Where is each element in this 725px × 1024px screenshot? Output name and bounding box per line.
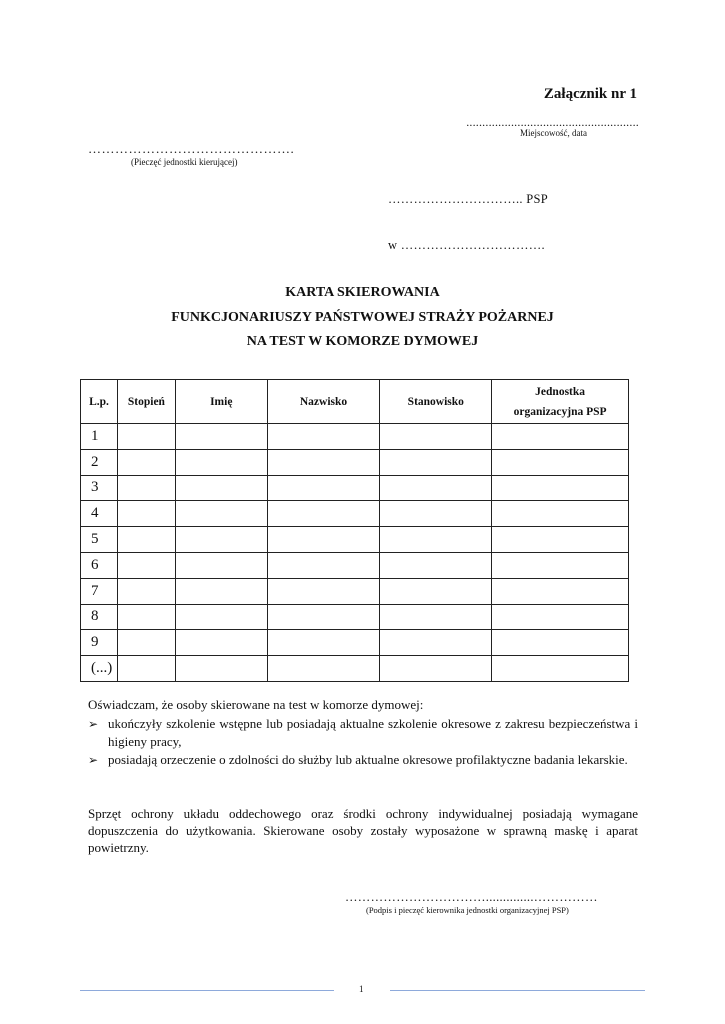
- table-cell[interactable]: [380, 424, 492, 450]
- arrow-bullet-icon: ➢: [88, 717, 99, 731]
- table-cell[interactable]: [175, 424, 267, 450]
- table-cell[interactable]: [175, 449, 267, 475]
- header-stanowisko: Stanowisko: [380, 380, 492, 424]
- row-number: 4: [81, 501, 118, 527]
- bullet-text: posiadają orzeczenie o zdolności do służby lub aktualne okresowe profilaktyczne badania lekarskie.: [108, 752, 628, 767]
- table-cell[interactable]: [175, 552, 267, 578]
- location-line: w …………………………….: [388, 238, 545, 252]
- table-row: [81, 527, 629, 553]
- table-cell[interactable]: [117, 604, 175, 630]
- table-cell[interactable]: [380, 552, 492, 578]
- table-cell[interactable]: [492, 449, 629, 475]
- table-cell[interactable]: [117, 630, 175, 656]
- table-cell[interactable]: [492, 578, 629, 604]
- header-imie: Imię: [175, 380, 267, 424]
- table-cell[interactable]: [175, 630, 267, 656]
- table-cell[interactable]: [380, 630, 492, 656]
- row-number: 5: [81, 527, 118, 553]
- table-cell[interactable]: [267, 501, 380, 527]
- table-cell[interactable]: [380, 501, 492, 527]
- table-cell[interactable]: [267, 475, 380, 501]
- table-cell[interactable]: [492, 527, 629, 553]
- table-cell[interactable]: [267, 552, 380, 578]
- statement-bullet: [88, 751, 638, 769]
- personnel-table: [80, 379, 629, 682]
- table-cell[interactable]: [267, 630, 380, 656]
- signature-field: ……………………………..............……………: [345, 890, 598, 904]
- table-cell[interactable]: [267, 656, 380, 682]
- table-row: [81, 630, 629, 656]
- table-cell[interactable]: [492, 424, 629, 450]
- table-row: [81, 604, 629, 630]
- table-cell[interactable]: [117, 475, 175, 501]
- table-cell[interactable]: [267, 527, 380, 553]
- table-cell[interactable]: [117, 578, 175, 604]
- document-title-line-2: FUNKCJONARIUSZY PAŃSTWOWEJ STRAŻY POŻARNEJ: [171, 310, 554, 325]
- table-cell[interactable]: [175, 527, 267, 553]
- table-cell[interactable]: [117, 449, 175, 475]
- document-title-line-3: NA TEST W KOMORZE DYMOWEJ: [246, 334, 479, 349]
- table-row: [81, 424, 629, 450]
- arrow-bullet-icon: ➢: [88, 753, 99, 767]
- attachment-label: Załącznik nr 1: [543, 86, 637, 102]
- table-cell[interactable]: [380, 449, 492, 475]
- row-number: (...): [81, 656, 118, 682]
- table-cell[interactable]: [380, 527, 492, 553]
- footer-divider-right: [390, 990, 645, 991]
- table-cell[interactable]: [267, 578, 380, 604]
- table-cell[interactable]: [175, 578, 267, 604]
- table-row: [81, 449, 629, 475]
- row-number: 7: [81, 578, 118, 604]
- table-cell[interactable]: [117, 527, 175, 553]
- table-cell[interactable]: [492, 475, 629, 501]
- row-number: 8: [81, 604, 118, 630]
- page-number: 1: [359, 984, 364, 994]
- equipment-declaration: Sprzęt ochrony układu oddechowego oraz środki ochrony indywidualnej posiadają wymagane dopuszczenia do użytkowania. Skierowane osoby zostały wyposażone w sprawną maskę i aparat powietrzny.: [88, 806, 638, 855]
- table-cell[interactable]: [117, 424, 175, 450]
- stamp-field: ……………………………………….: [88, 141, 295, 156]
- place-date-field: ......................................................: [466, 115, 639, 129]
- table-row: [81, 475, 629, 501]
- place-date-caption: Miejscowość, data: [520, 128, 587, 138]
- table-cell[interactable]: [492, 604, 629, 630]
- table-cell[interactable]: [492, 656, 629, 682]
- row-number: 1: [81, 424, 118, 450]
- row-number: 9: [81, 630, 118, 656]
- row-number: 6: [81, 552, 118, 578]
- table-cell[interactable]: [267, 424, 380, 450]
- table-cell[interactable]: [492, 501, 629, 527]
- statement-intro: Oświadczam, że osoby skierowane na test w komorze dymowej:: [88, 697, 424, 712]
- document-title-line-1: KARTA SKIEROWANIA: [285, 285, 440, 300]
- table-cell[interactable]: [117, 501, 175, 527]
- table-cell[interactable]: [380, 578, 492, 604]
- table-cell[interactable]: [175, 604, 267, 630]
- table-cell[interactable]: [492, 630, 629, 656]
- row-number: 3: [81, 475, 118, 501]
- table-row: [81, 578, 629, 604]
- header-nazwisko: Nazwisko: [267, 380, 380, 424]
- statement-bullet: [88, 715, 638, 751]
- table-cell[interactable]: [380, 604, 492, 630]
- table-cell[interactable]: [175, 656, 267, 682]
- table-header-row: [81, 380, 629, 424]
- table-cell[interactable]: [380, 475, 492, 501]
- header-lp: L.p.: [81, 380, 118, 424]
- table-row: [81, 656, 629, 682]
- row-number: 2: [81, 449, 118, 475]
- bullet-text: ukończyły szkolenie wstępne lub posiadają aktualne szkolenie okresowe z zakresu bezpieczeństwa i higieny pracy,: [108, 716, 638, 749]
- psp-recipient-line: ………………………….. PSP: [388, 192, 549, 206]
- table-row: [81, 552, 629, 578]
- table-cell[interactable]: [175, 501, 267, 527]
- table-cell[interactable]: [267, 449, 380, 475]
- table-cell[interactable]: [380, 656, 492, 682]
- stamp-caption: (Pieczęć jednostki kierującej): [131, 157, 238, 167]
- table-row: [81, 501, 629, 527]
- signature-caption: (Podpis i pieczęć kierownika jednostki organizacyjnej PSP): [366, 905, 569, 915]
- table-cell[interactable]: [117, 656, 175, 682]
- header-jednostka: Jednostka organizacyjna PSP: [492, 380, 629, 424]
- table-cell[interactable]: [267, 604, 380, 630]
- table-cell[interactable]: [175, 475, 267, 501]
- header-stopien: Stopień: [117, 380, 175, 424]
- table-cell[interactable]: [492, 552, 629, 578]
- table-cell[interactable]: [117, 552, 175, 578]
- footer-divider-left: [80, 990, 334, 991]
